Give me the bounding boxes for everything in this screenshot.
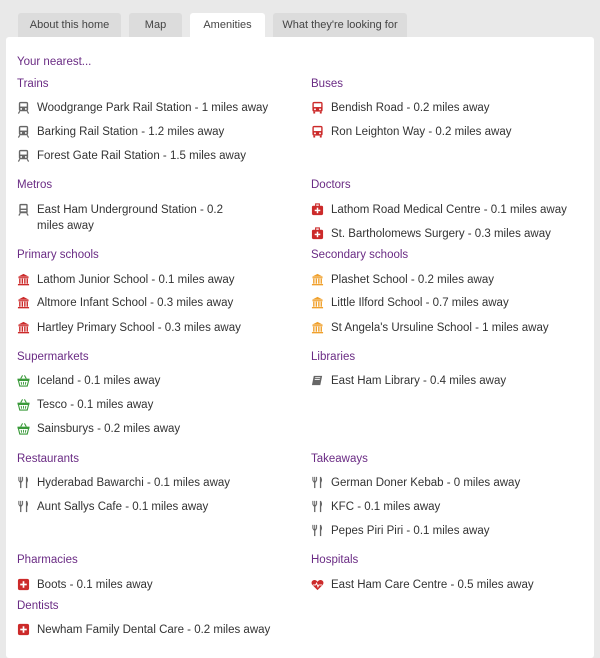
school-icon: [311, 296, 324, 309]
list-item[interactable]: Pepes Piri Piri - 0.1 miles away: [311, 523, 490, 539]
supermarkets-heading: Supermarkets: [17, 351, 89, 363]
list-item[interactable]: Hyderabad Bawarchi - 0.1 miles away: [17, 475, 230, 491]
train-icon: [17, 101, 30, 114]
list-item[interactable]: Hartley Primary School - 0.3 miles away: [17, 320, 241, 336]
tab-what-theyre-looking-for[interactable]: What they're looking for: [273, 13, 407, 37]
basket-icon: [17, 374, 30, 387]
list-item[interactable]: St Angela's Ursuline School - 1 miles away: [311, 320, 549, 336]
list-item[interactable]: Lathom Junior School - 0.1 miles away: [17, 272, 235, 288]
list-item[interactable]: Iceland - 0.1 miles away: [17, 373, 160, 389]
list-item[interactable]: Plashet School - 0.2 miles away: [311, 272, 494, 288]
bus-icon: [311, 125, 324, 138]
list-item[interactable]: East Ham Underground Station - 0.2 miles away: [17, 202, 227, 234]
list-item[interactable]: Boots - 0.1 miles away: [17, 577, 153, 593]
metros-heading: Metros: [17, 179, 53, 191]
cutlery-icon: [311, 524, 324, 537]
list-item[interactable]: Tesco - 0.1 miles away: [17, 397, 153, 413]
list-item[interactable]: Woodgrange Park Rail Station - 1 miles away: [17, 100, 268, 116]
list-item[interactable]: Aunt Sallys Cafe - 0.1 miles away: [17, 499, 208, 515]
list-item[interactable]: Barking Rail Station - 1.2 miles away: [17, 124, 224, 140]
pharmacies-heading: Pharmacies: [17, 554, 78, 566]
cutlery-icon: [311, 476, 324, 489]
restaurants-heading: Restaurants: [17, 453, 80, 465]
tab-bar: [18, 13, 415, 37]
hospitals-heading: Hospitals: [311, 554, 359, 566]
primary-schools-heading: Primary schools: [17, 249, 99, 261]
libraries-heading: Libraries: [311, 351, 356, 363]
list-item[interactable]: Bendish Road - 0.2 miles away: [311, 100, 490, 116]
basket-icon: [17, 422, 30, 435]
list-item[interactable]: Sainsburys - 0.2 miles away: [17, 421, 180, 437]
school-icon: [311, 273, 324, 286]
takeaways-heading: Takeaways: [311, 453, 368, 465]
cutlery-icon: [17, 476, 30, 489]
tab-amenities[interactable]: Amenities: [190, 13, 265, 38]
amenities-panel: [6, 37, 594, 658]
metro-icon: [17, 203, 30, 216]
heart-pulse-icon: [311, 578, 324, 591]
list-item[interactable]: German Doner Kebab - 0 miles away: [311, 475, 520, 491]
medical-bag-icon: [311, 203, 324, 216]
doctors-heading: Doctors: [311, 179, 351, 191]
list-item[interactable]: Lathom Road Medical Centre - 0.1 miles away: [311, 202, 567, 218]
basket-icon: [17, 398, 30, 411]
school-icon: [17, 296, 30, 309]
tab-about-this-home[interactable]: About this home: [18, 13, 121, 37]
medical-bag-icon: [311, 227, 324, 240]
list-item[interactable]: Little Ilford School - 0.7 miles away: [311, 295, 509, 311]
list-item[interactable]: Altmore Infant School - 0.3 miles away: [17, 295, 233, 311]
school-icon: [17, 321, 30, 334]
plus-icon: [17, 578, 30, 591]
train-icon: [17, 149, 30, 162]
trains-heading: Trains: [17, 78, 49, 90]
train-icon: [17, 125, 30, 138]
list-item[interactable]: East Ham Library - 0.4 miles away: [311, 373, 506, 389]
cutlery-icon: [311, 500, 324, 513]
tab-map[interactable]: Map: [129, 13, 182, 37]
bus-icon: [311, 101, 324, 114]
list-item[interactable]: KFC - 0.1 miles away: [311, 499, 440, 515]
intro-text: Your nearest...: [17, 56, 92, 68]
list-item[interactable]: St. Bartholomews Surgery - 0.3 miles away: [311, 226, 551, 242]
school-icon: [17, 273, 30, 286]
list-item[interactable]: Newham Family Dental Care - 0.2 miles away: [17, 622, 270, 638]
list-item[interactable]: Forest Gate Rail Station - 1.5 miles away: [17, 148, 246, 164]
dentists-heading: Dentists: [17, 600, 59, 612]
buses-heading: Buses: [311, 78, 343, 90]
cutlery-icon: [17, 500, 30, 513]
school-icon: [311, 321, 324, 334]
plus-icon: [17, 623, 30, 636]
book-icon: [311, 374, 324, 387]
secondary-schools-heading: Secondary schools: [311, 249, 409, 261]
list-item[interactable]: Ron Leighton Way - 0.2 miles away: [311, 124, 511, 140]
list-item[interactable]: East Ham Care Centre - 0.5 miles away: [311, 577, 534, 593]
